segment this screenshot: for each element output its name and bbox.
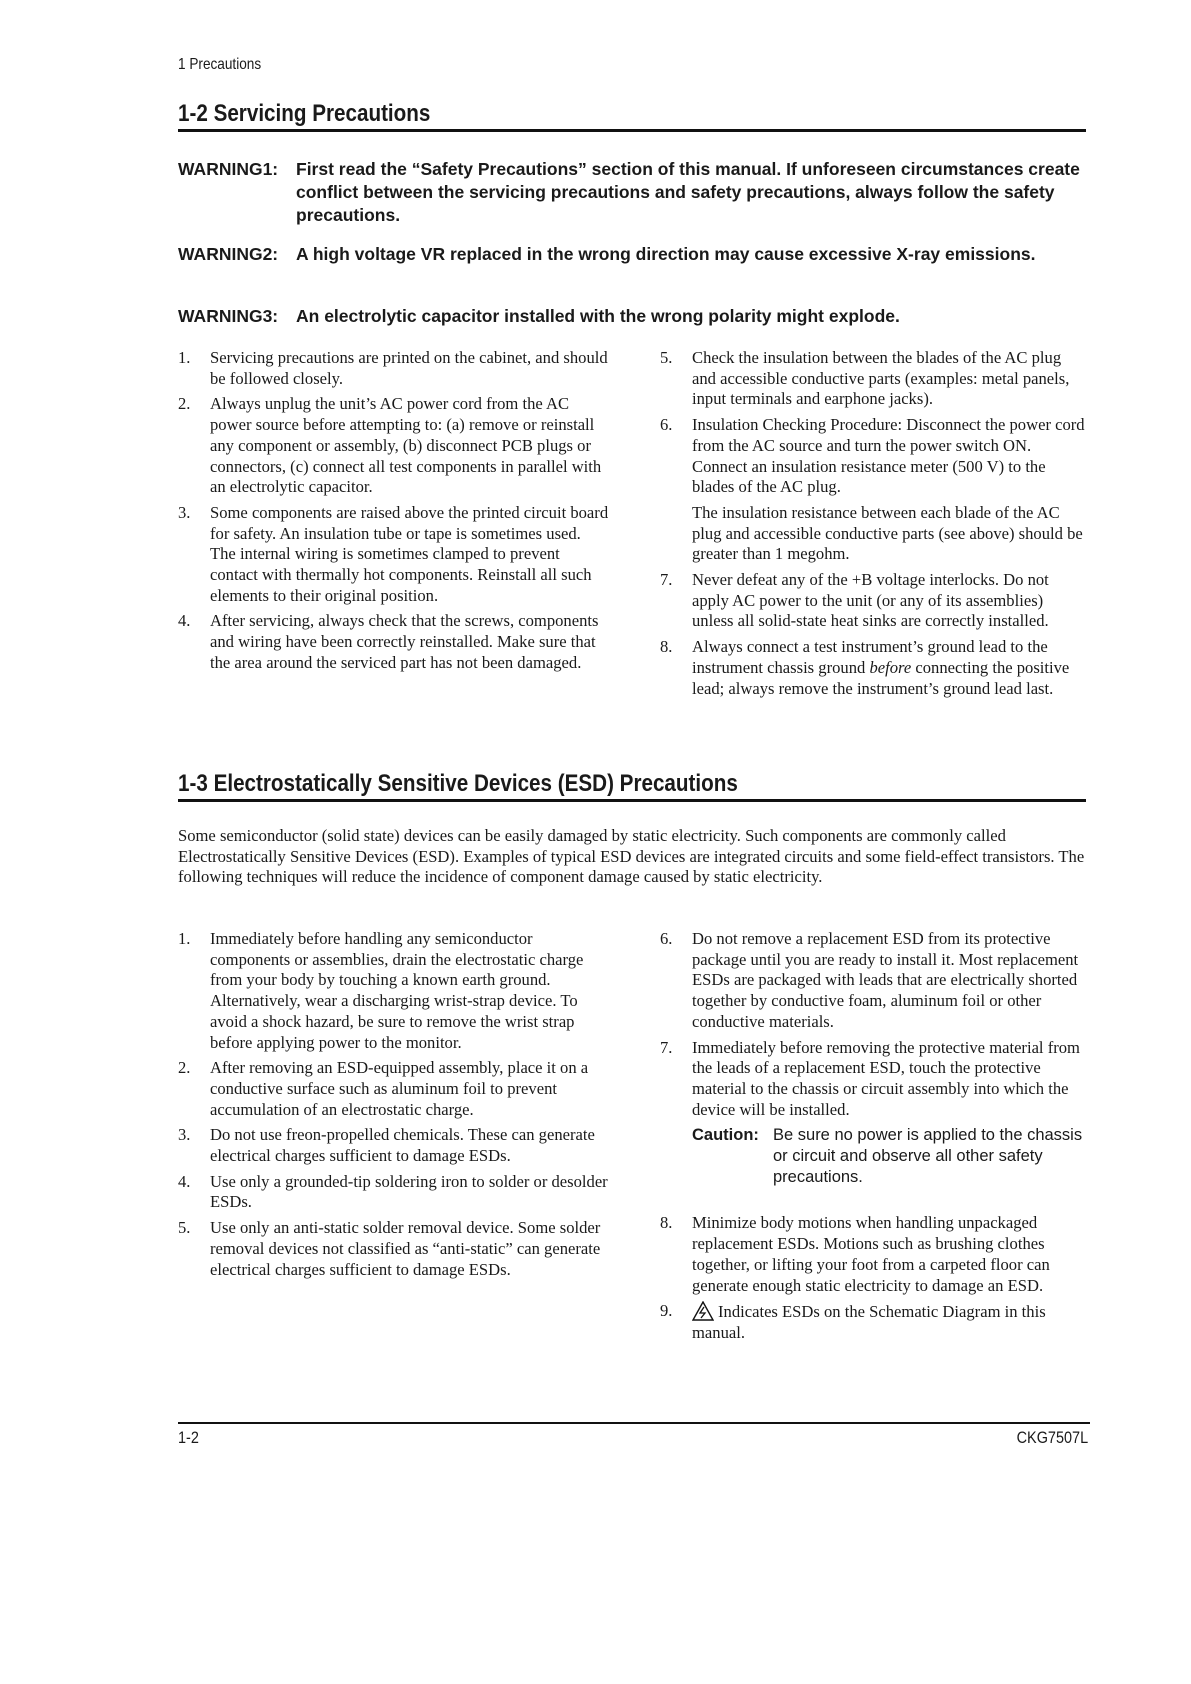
- item-number: 7.: [660, 570, 673, 590]
- warning-label: WARNING3:: [178, 306, 279, 326]
- warning-text: An electrolytic capacitor installed with the wrong polarity might explode.: [296, 306, 900, 326]
- item-number: 7.: [660, 1037, 673, 1057]
- item-text: Immediately before removing the protective material from the leads of a replacement ESD, touch the protective material to the chassis or circuit assembly into which the device will be installed.: [692, 1037, 1080, 1119]
- list-item: [178, 1125, 610, 1166]
- item-number: 6.: [660, 929, 673, 948]
- item-text: Insulation Checking Procedure: Disconnect the power cord from the AC source and turn the power switch ON. Connect an insulation resistance meter (500 V) to the blades of the AC plug.: [692, 415, 1085, 497]
- list-item: [178, 929, 610, 1053]
- list-item: [178, 394, 610, 498]
- list-item: [660, 1213, 1088, 1296]
- list-item: [660, 1301, 1088, 1343]
- model-number: CKG7507L: [1016, 1428, 1088, 1447]
- item-text-emphasis: before: [869, 657, 912, 677]
- item-number: 6.: [660, 415, 673, 435]
- item-number: 1.: [178, 929, 191, 948]
- esd-list-right: [660, 929, 1088, 1349]
- section-title-text: 1-2 Servicing Precautions: [178, 100, 431, 127]
- item-number: 4.: [178, 1171, 191, 1191]
- item-text: After removing an ESD-equipped assembly, place it on a conductive surface such as aluminum foil to prevent accumulation of an electrostatic charge.: [210, 1058, 589, 1119]
- servicing-list-right: [660, 348, 1088, 704]
- caution-label: Caution:: [692, 1126, 759, 1145]
- esd-list-left: [178, 929, 610, 1285]
- item-text: Use only an anti-static solder removal device. Some solder removal devices not classified as “anti-static” can generate electrical charges sufficient to damage ESDs.: [210, 1218, 601, 1279]
- item-text: Indicates ESDs on the Schematic Diagram in this manual.: [692, 1302, 1046, 1342]
- item-text: Always unplug the unit’s AC power cord from the AC power source before attempting to: (a) remove or reinstall any component or assembly, (b) disconnect PCB plugs or connectors, (c) connect all test components in parallel with an electrolytic capacitor.: [210, 394, 602, 497]
- item-number: 8.: [660, 637, 673, 657]
- list-item: [660, 637, 1088, 699]
- item-text-wrapper: [692, 1301, 1088, 1343]
- item-text: Do not use freon-propelled chemicals. These can generate electrical charges sufficient to damage ESDs.: [210, 1125, 595, 1166]
- item-number: 3.: [178, 1125, 191, 1145]
- item-number: 4.: [178, 611, 191, 631]
- section-title-text: 1-3 Electrostatically Sensitive Devices (ESD) Precautions: [178, 770, 738, 797]
- item-number: 1.: [178, 348, 191, 367]
- list-item: [178, 1218, 610, 1280]
- list-item: [660, 1038, 1088, 1121]
- item-number: 9.: [660, 1301, 673, 1321]
- warning-text: First read the “Safety Precautions” section of this manual. If unforeseen circumstances create conflict between the servicing precautions and safety precautions, always follow the safety precautions.: [296, 159, 1080, 225]
- item-text: Use only a grounded-tip soldering iron to solder or desolder ESDs.: [210, 1171, 608, 1212]
- warning-1: [178, 158, 1098, 227]
- item-number: 8.: [660, 1213, 673, 1233]
- item-text: After servicing, always check that the screws, components and wiring have been correctly reinstalled. Make sure that the area around the serviced part has not been damaged.: [210, 611, 599, 672]
- item-text: Servicing precautions are printed on the cabinet, and should be followed closely.: [210, 348, 608, 388]
- item-number: 5.: [178, 1218, 191, 1238]
- list-item: [178, 1172, 610, 1213]
- warning-label: WARNING1:: [178, 159, 279, 179]
- item-text-continued: The insulation resistance between each blade of the AC plug and accessible conductive parts (see above) should be greater than 1 megohm.: [692, 502, 1083, 564]
- servicing-list-left: [178, 348, 610, 679]
- page-number: 1-2: [178, 1428, 199, 1447]
- item-text: Some components are raised above the printed circuit board for safety. An insulation tube or tape is sometimes used. The internal wiring is sometimes clamped to prevent contact with thermally hot components. Reinstall all such elements to their original position.: [210, 502, 609, 605]
- item-number: 2.: [178, 1058, 191, 1078]
- page-header: 1 Precautions: [178, 56, 262, 73]
- list-item: [178, 503, 610, 607]
- item-text-part: connecting the positive lead; always remove the instrument’s ground lead last.: [692, 657, 1070, 698]
- list-item: [660, 348, 1088, 410]
- item-number: 5.: [660, 348, 673, 367]
- item-text: Immediately before handling any semiconductor components or assemblies, drain the electrostatic charge from your body by touching a known earth ground. Alternatively, wear a discharging wrist-strap device. To avoid a shock hazard, be sure to remove the wrist strap before applying power to the monitor.: [210, 929, 584, 1052]
- item-text: [692, 637, 1088, 699]
- section-title-esd-precautions: [178, 770, 1086, 802]
- warning-text: A high voltage VR replaced in the wrong direction may cause excessive X-ray emissions.: [296, 244, 1036, 264]
- caution-note: [692, 1125, 1088, 1187]
- warning-3: [178, 305, 1098, 328]
- warning-2: [178, 243, 1098, 266]
- list-item: [660, 415, 1088, 565]
- item-number: 2.: [178, 394, 191, 414]
- footer-divider: [178, 1422, 1090, 1424]
- item-text: Do not remove a replacement ESD from its protective package until you are ready to install it. Most replacement ESDs are packaged with leads that are electrically shorted together by conductive foam, aluminum foil or other conductive materials.: [692, 929, 1079, 1031]
- item-text: Never defeat any of the +B voltage interlocks. Do not apply AC power to the unit (or any of its assemblies) unless all solid-state heat sinks are correctly installed.: [692, 570, 1049, 631]
- item-text: Minimize body motions when handling unpackaged replacement ESDs. Motions such as brushing clothes together, or lifting your foot from a carpeted floor can generate enough static electricity to damage an ESD.: [692, 1213, 1050, 1295]
- item-text-part: Always connect a test instrument’s ground lead to the instrument chassis ground: [692, 637, 1048, 677]
- caution-text: Be sure no power is applied to the chassis or circuit and observe all other safety precautions.: [773, 1126, 1083, 1186]
- list-item: [178, 1058, 610, 1120]
- list-item: [178, 611, 610, 673]
- warning-label: WARNING2:: [178, 244, 279, 264]
- item-number: 3.: [178, 502, 191, 522]
- esd-intro-paragraph: Some semiconductor (solid state) devices can be easily damaged by static electricity. Such components are commonly called Electrostatically Sensitive Devices (ESD). Examples of typical ESD devices are integrated circuits and some field-effect transistors. The following techniques will reduce the incidence of component damage caused by static electricity.: [178, 826, 1085, 887]
- list-item: [660, 570, 1088, 632]
- list-item: [660, 929, 1088, 1033]
- section-title-servicing-precautions: [178, 100, 1086, 132]
- list-item: [178, 348, 610, 389]
- esd-warning-icon: [692, 1301, 714, 1321]
- item-text: Check the insulation between the blades of the AC plug and accessible conductive parts (examples: metal panels, input terminals and earphone jacks).: [692, 348, 1070, 409]
